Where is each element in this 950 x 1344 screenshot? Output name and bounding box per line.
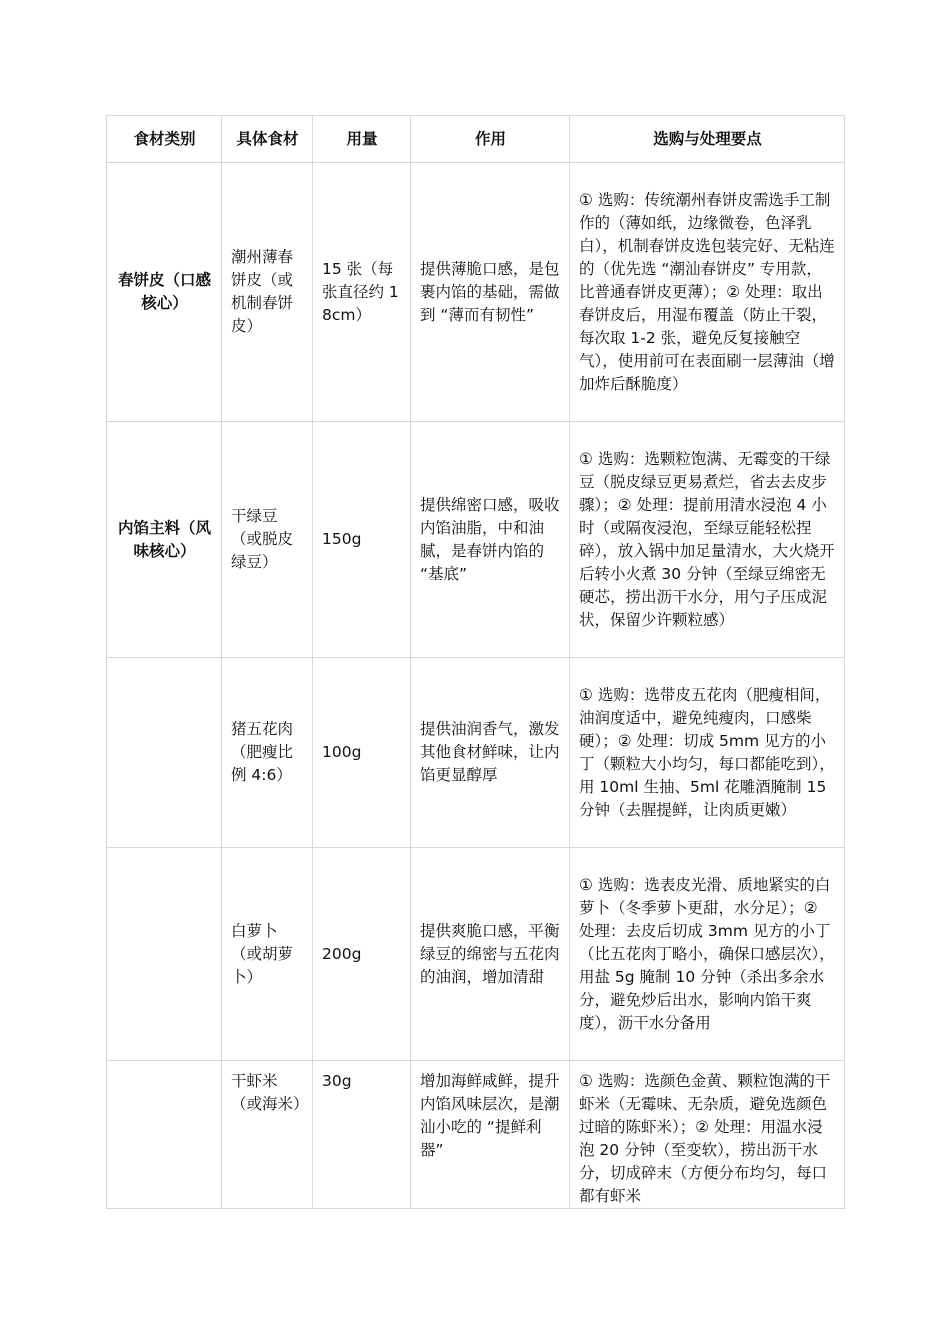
cell-role: 增加海鲜咸鲜，提升内馅风味层次，是潮汕小吃的 “提鲜利器” [411, 1061, 570, 1209]
cell-amount: 100g [313, 658, 411, 848]
cell-tips: ① 选购：选带皮五花肉（肥瘦相间，油润度适中，避免纯瘦肉，口感柴硬）；② 处理：切成 5mm 见方的小丁（颗粒大小均匀，每口都能吃到），用 10ml 生抽、5ml 花雕酒腌制 15 分钟（去腥提鲜，让肉质更嫩） [570, 658, 845, 848]
header-amount: 用量 [313, 116, 411, 163]
cell-tips: ① 选购：传统潮州春饼皮需选手工制作的（薄如纸，边缘微卷，色泽乳白），机制春饼皮选包装完好、无粘连的（优先选 “潮汕春饼皮” 专用款，比普通春饼皮更薄）；② 处理：取出春饼皮后，用湿布覆盖（防止干裂，每次取 1-2 张，避免反复接触空气），使用前可在表面刷一层薄油（增加炸后酥脆度） [570, 163, 845, 422]
header-role: 作用 [411, 116, 570, 163]
cell-category [107, 848, 222, 1061]
ingredients-table [106, 115, 845, 1209]
cell-amount: 200g [313, 848, 411, 1061]
cell-ingredient: 白萝卜（或胡萝卜） [222, 848, 313, 1061]
cell-category: 内馅主料（风味核心） [107, 422, 222, 658]
cell-role: 提供绵密口感，吸收内馅油脂，中和油腻，是春饼内馅的 “基底” [411, 422, 570, 658]
cell-category [107, 1061, 222, 1209]
cell-amount: 150g [313, 422, 411, 658]
header-category: 食材类别 [107, 116, 222, 163]
cell-ingredient: 干虾米（或海米） [222, 1061, 313, 1209]
table-row [107, 658, 845, 848]
cell-role: 提供油润香气，激发其他食材鲜味，让内馅更显醇厚 [411, 658, 570, 848]
cell-category [107, 658, 222, 848]
header-tips: 选购与处理要点 [570, 116, 845, 163]
table-row [107, 1061, 845, 1209]
cell-category: 春饼皮（口感核心） [107, 163, 222, 422]
cell-ingredient: 干绿豆（或脱皮绿豆） [222, 422, 313, 658]
cell-tips [570, 1061, 845, 1209]
cell-tips: ① 选购：选表皮光滑、质地紧实的白萝卜（冬季萝卜更甜，水分足）；② 处理：去皮后切成 3mm 见方的小丁（比五花肉丁略小，确保口感层次），用盐 5g 腌制 10 分钟（杀出多余水分，避免炒后出水，影响内馅干爽度），沥干水分备用 [570, 848, 845, 1061]
table-row [107, 163, 845, 422]
cell-amount: 30g [313, 1061, 411, 1209]
header-ingredient: 具体食材 [222, 116, 313, 163]
cell-role: 提供薄脆口感，是包裹内馅的基础，需做到 “薄而有韧性” [411, 163, 570, 422]
cell-tips: ① 选购：选颗粒饱满、无霉变的干绿豆（脱皮绿豆更易煮烂，省去去皮步骤）；② 处理：提前用清水浸泡 4 小时（或隔夜浸泡，至绿豆能轻松捏碎），放入锅中加足量清水，大火烧开后转小火煮 30 分钟（至绿豆绵密无硬芯，捞出沥干水分，用勺子压成泥状，保留少许颗粒感） [570, 422, 845, 658]
cell-tips-text: ① 选购：选颜色金黄、颗粒饱满的干虾米（无霉味、无杂质，避免选颜色过暗的陈虾米）；② 处理：用温水浸泡 20 分钟（至变软），捞出沥干水分，切成碎末（方便分布均匀，每口都有虾米 [579, 1072, 831, 1205]
cell-ingredient: 潮州薄春饼皮（或机制春饼皮） [222, 163, 313, 422]
cell-role: 提供爽脆口感，平衡绿豆的绵密与五花肉的油润，增加清甜 [411, 848, 570, 1061]
table-header-row [107, 116, 845, 163]
table-row [107, 422, 845, 658]
table-row [107, 848, 845, 1061]
cell-amount: 15 张（每张直径约 18cm） [313, 163, 411, 422]
cell-ingredient: 猪五花肉（肥瘦比例 4:6） [222, 658, 313, 848]
